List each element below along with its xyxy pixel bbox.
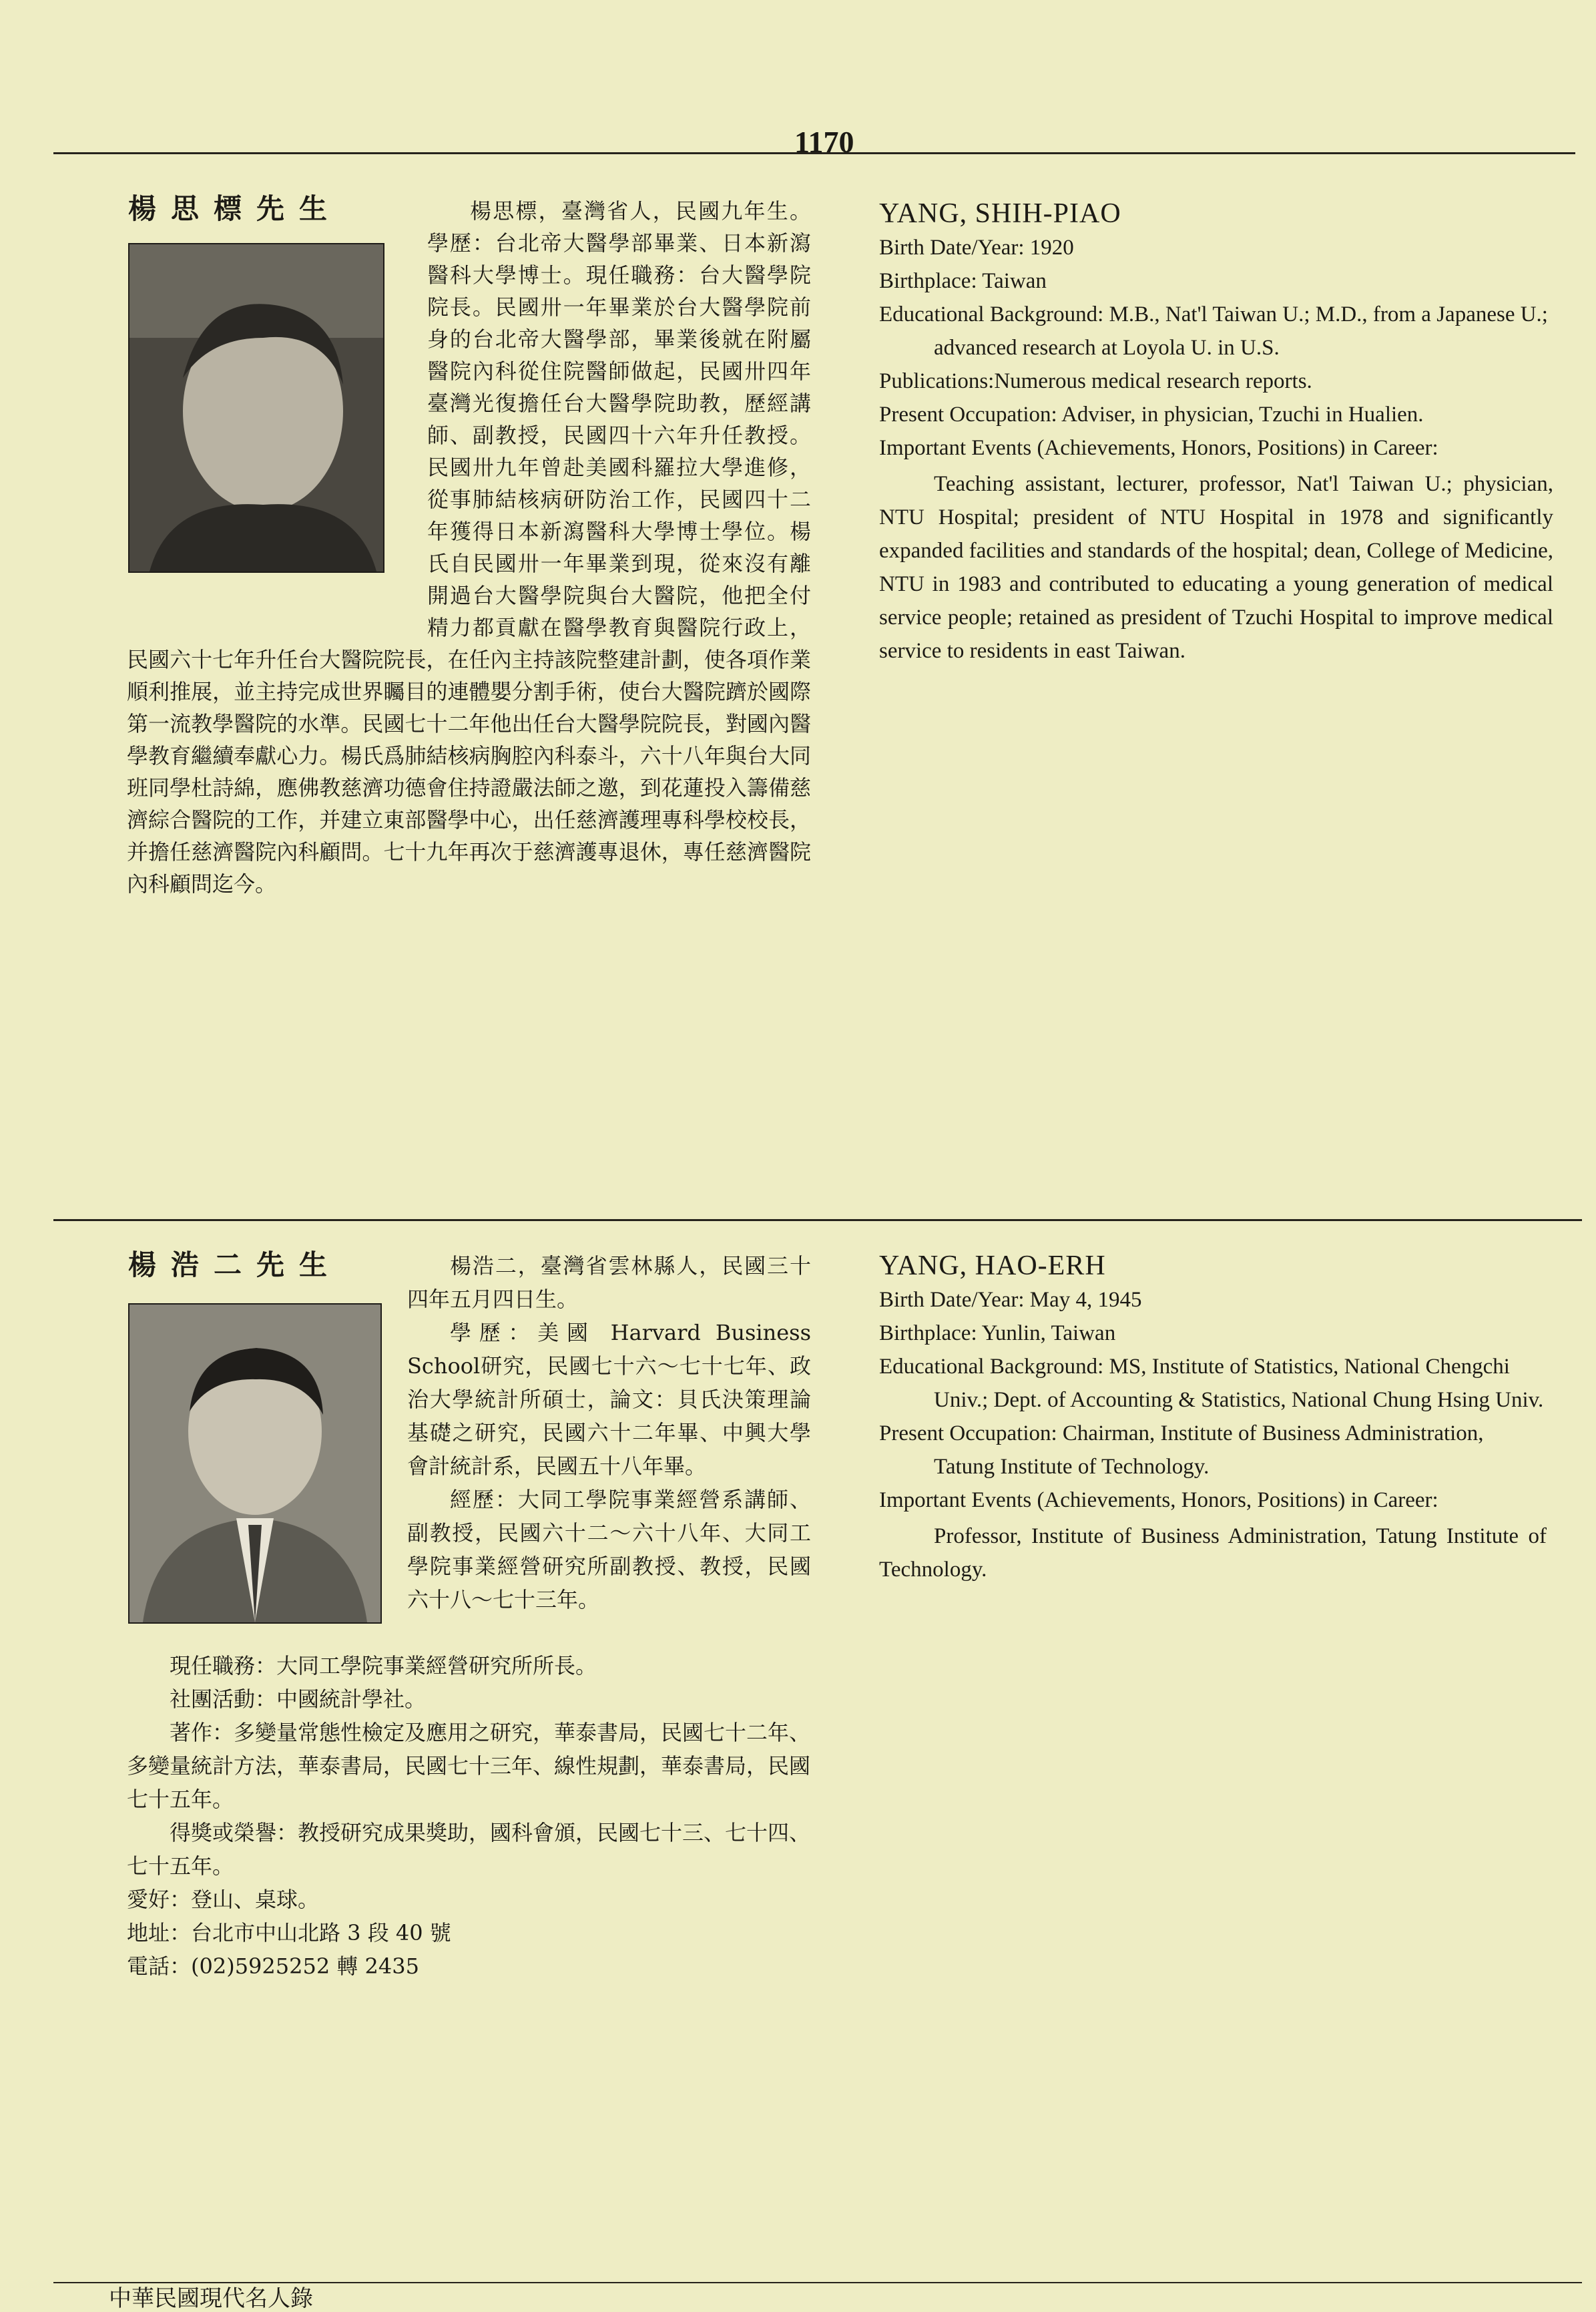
entry1-education: Educational Background: M.B., Nat'l Taiwan U.; M.D., from a Japanese U.; advanced research at Loyola U. in U.S. [879, 302, 1548, 360]
page-number: 1170 [794, 125, 854, 159]
entry2-zh-intro-block [127, 1249, 811, 1656]
entry2-zh-works: 著作：多變量常態性檢定及應用之研究，華泰書局，民國七十二年、多變量統計方法，華泰書局，民國七十三年、線性規劃，華泰書局，民國七十五年。 [127, 1720, 811, 1812]
entry2-zh-societies: 社團活動：中國統計學社。 [170, 1686, 427, 1712]
entry1-birthplace: Birthplace: Taiwan [879, 269, 1047, 293]
entry2-en-name: YANG, HAO-ERH [879, 1250, 1106, 1281]
entry2-zh-phone: 電話：(02)5925252 轉 2435 [127, 1953, 419, 1979]
entry1-portrait-photo [128, 243, 384, 573]
footer-rule [53, 2282, 1582, 2283]
entry2-zh-awards: 得獎或榮譽：教授研究成果獎助，國科會頒，民國七十三、七十四、七十五年。 [127, 1820, 811, 1879]
entry2-zh-intro: 楊浩二，臺灣省雲林縣人，民國三十四年五月四日生。 [407, 1253, 811, 1312]
footer-book-title: 中華民國現代名人錄 [109, 2285, 313, 2312]
entry1-zh-name: 楊思標先生 [128, 192, 342, 225]
entry2-occupation: Present Occupation: Chairman, Institute of Business Administration, Tatung Institute of Technology. [879, 1421, 1484, 1479]
entry2-zh-education: 學歷：美國 Harvard Business School研究，民國七十六～七十七年、政治大學統計所碩士，論文：貝氏決策理論基礎之研究，民國六十二年畢、中興大學會計統計系，民國五十八年畢。 [407, 1320, 811, 1479]
entry2-birth-date: Birth Date/Year: May 4, 1945 [879, 1288, 1142, 1312]
entry1-birth-date: Birth Date/Year: 1920 [879, 236, 1074, 260]
entry1-events-heading: Important Events (Achievements, Honors, Positions) in Career: [879, 436, 1438, 460]
entry1-career: Teaching assistant, lecturer, professor, Nat'l Taiwan U.; physician, NTU Hospital; president of NTU Hospital in 1978 and significantly expanded facilities and standards of the hospital; dean, College of Medicine, NTU in 1983 and contributed to educating a young generation of medical service people; retained as president of Tzuchi Hospital to improve medical service to residents in east Taiwan. [879, 472, 1553, 663]
entry2-en-block [879, 1248, 1547, 1586]
entry2-events-heading: Important Events (Achievements, Honors, Positions) in Career: [879, 1488, 1438, 1512]
entry2-zh-experience: 經歷：大同工學院事業經營系講師、副教授，民國六十二～六十八年、大同工學院事業經營研究所副教授、教授，民國六十八～七十三年。 [407, 1487, 811, 1612]
entry1-en-block [879, 196, 1553, 668]
section-divider [53, 1219, 1582, 1221]
entry2-zh-occupation: 現任職務：大同工學院事業經營研究所所長。 [170, 1653, 597, 1678]
entry1-publications: Publications:Numerous medical research reports. [879, 369, 1312, 393]
entry2-zh-details [127, 1649, 811, 1983]
entry2-zh-name: 楊浩二先生 [128, 1248, 342, 1281]
entry2-zh-hobbies: 愛好：登山、桌球。 [127, 1887, 320, 1912]
entry2-birthplace: Birthplace: Yunlin, Taiwan [879, 1321, 1116, 1345]
entry2-education: Educational Background: MS, Institute of Statistics, National Chengchi Univ.; Dept. of Accounting & Statistics, National Chung Hsing Univ. [879, 1355, 1544, 1412]
entry1-en-name: YANG, SHIH-PIAO [879, 198, 1121, 229]
entry1-zh-bio: 楊思標，臺灣省人，民國九年生。學歷：台北帝大醫學部畢業、日本新瀉醫科大學博士。現任職務：台大醫學院院長。民國卅一年畢業於台大醫學院前身的台北帝大醫學部，畢業後就在附屬醫院內科從住院醫師做起，民國卅四年臺灣光復擔任台大醫學院助教，歷經講師、副教授，民國四十六年升任教授。民國卅九年曾赴美國科羅拉大學進修，從事肺結核病研防治工作，民國四十二年獲得日本新瀉醫科大學博士學位。楊氏自民國卅一年畢業到現，從來沒有離開過台大醫學院與台大醫院，他把全付精力都貢獻在醫學教育與醫院行政上，民國六十七年升任台大醫院院長，在任內主持該院整建計劃，使各項作業順利推展，並主持完成世界矚目的連體嬰分割手術，使台大醫院躋於國際第一流教學醫院的水準。民國七十二年他出任台大醫學院院長，對國內醫學教育繼續奉獻心力。楊氏爲肺結核病胸腔內科泰斗，六十八年與台大同班同學杜詩綿，應佛教慈濟功德會住持證嚴法師之邀，到花蓮投入籌備慈濟綜合醫院的工作，并建立東部醫學中心，出任慈濟護理專科學校校長，并擔任慈濟醫院內科顧問。七十九年再次于慈濟護專退休，專任慈濟醫院內科顧問迄今。 [127, 198, 811, 897]
entry1-occupation: Present Occupation: Adviser, in physician, Tzuchi in Hualien. [879, 403, 1424, 427]
entry2-zh-address: 地址：台北市中山北路 3 段 40 號 [127, 1920, 451, 1945]
entry2-career: Professor, Institute of Business Administration, Tatung Institute of Technology. [879, 1524, 1547, 1582]
